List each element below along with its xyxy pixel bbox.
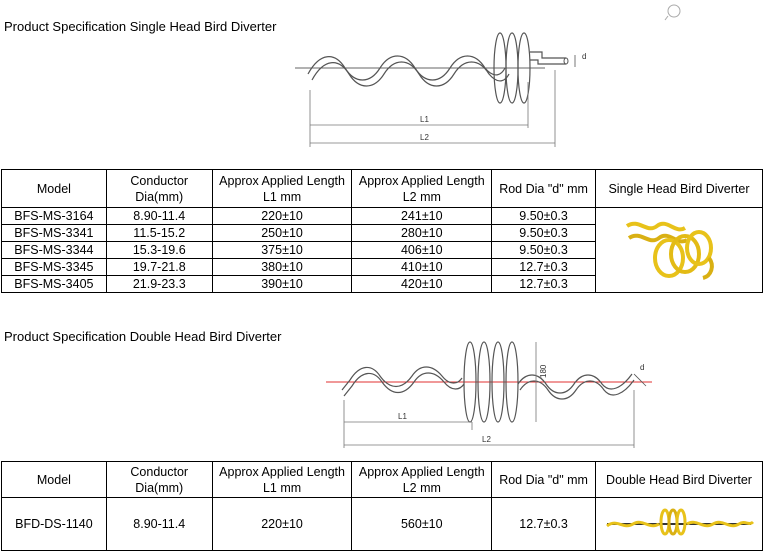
cell: 12.7±0.3 <box>492 498 596 551</box>
cell: 241±10 <box>352 208 492 225</box>
l2-label: L2 <box>420 133 429 142</box>
double-head-diverter-image <box>599 498 759 546</box>
l2-label-2: L2 <box>482 435 491 444</box>
height-label: 180 <box>539 364 548 378</box>
cell: 9.50±0.3 <box>492 242 596 259</box>
cell: BFS-MS-3405 <box>2 276 107 293</box>
single-head-table <box>1 169 763 293</box>
cell: 19.7-21.8 <box>106 259 212 276</box>
cell: 280±10 <box>352 225 492 242</box>
cell: BFS-MS-3341 <box>2 225 107 242</box>
logo-mark <box>662 2 686 22</box>
double-head-drawing <box>322 330 662 450</box>
single-head-photo-cell <box>596 208 763 293</box>
cell: 420±10 <box>352 276 492 293</box>
cell: 250±10 <box>212 225 352 242</box>
table-row <box>2 498 763 551</box>
cell: 220±10 <box>212 498 352 551</box>
col-header: Double Head Bird Diverter <box>596 462 763 498</box>
col-header: Single Head Bird Diverter <box>596 170 763 208</box>
cell: 9.50±0.3 <box>492 208 596 225</box>
cell: 406±10 <box>352 242 492 259</box>
cell: 560±10 <box>352 498 492 551</box>
cell: BFS-MS-3164 <box>2 208 107 225</box>
cell: 390±10 <box>212 276 352 293</box>
single-head-drawing <box>290 22 610 150</box>
d-label-2: d <box>640 363 645 372</box>
double-head-photo-cell <box>596 498 763 551</box>
l1-label: L1 <box>420 115 429 124</box>
table-row <box>2 208 763 225</box>
cell: 9.50±0.3 <box>492 225 596 242</box>
col-header: Model <box>2 462 107 498</box>
cell: 380±10 <box>212 259 352 276</box>
cell: BFS-MS-3345 <box>2 259 107 276</box>
cell: 21.9-23.3 <box>106 276 212 293</box>
cell: 12.7±0.3 <box>492 259 596 276</box>
col-header: Conductor Dia(mm) <box>106 170 212 208</box>
cell: 375±10 <box>212 242 352 259</box>
cell: 8.90-11.4 <box>106 208 212 225</box>
cell: 11.5-15.2 <box>106 225 212 242</box>
cell: BFD-DS-1140 <box>2 498 107 551</box>
d-label: d <box>582 52 587 61</box>
cell: 220±10 <box>212 208 352 225</box>
cell: 8.90-11.4 <box>106 498 212 551</box>
double-head-table <box>1 461 763 551</box>
col-header: Approx Applied Length L2 mm <box>352 462 492 498</box>
section1-title: Product Specification Single Head Bird Diverter <box>4 19 277 34</box>
section2-title: Product Specification Double Head Bird Diverter <box>4 329 282 344</box>
col-header: Model <box>2 170 107 208</box>
table-header-row <box>2 170 763 208</box>
table-header-row <box>2 462 763 498</box>
cell: 12.7±0.3 <box>492 276 596 293</box>
col-header: Approx Applied Length L2 mm <box>352 170 492 208</box>
col-header: Approx Applied Length L1 mm <box>212 462 352 498</box>
col-header: Rod Dia "d" mm <box>492 170 596 208</box>
col-header: Approx Applied Length L1 mm <box>212 170 352 208</box>
col-header: Rod Dia "d" mm <box>492 462 596 498</box>
single-head-diverter-image <box>599 208 759 288</box>
cell: BFS-MS-3344 <box>2 242 107 259</box>
cell: 410±10 <box>352 259 492 276</box>
l1-label-2: L1 <box>398 412 407 421</box>
cell: 15.3-19.6 <box>106 242 212 259</box>
col-header: Conductor Dia(mm) <box>106 462 212 498</box>
